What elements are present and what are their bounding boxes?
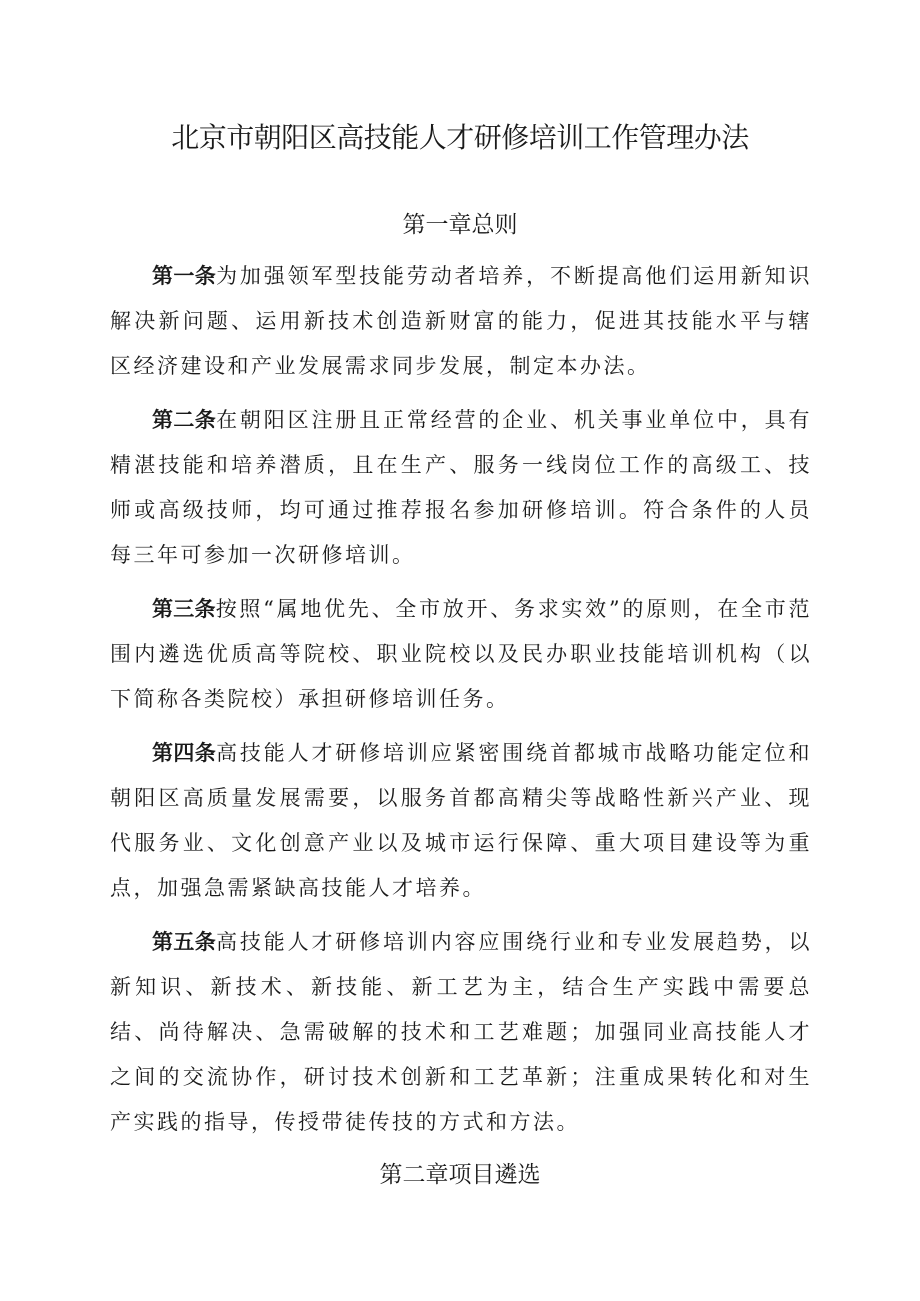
article-text: 高技能人才研修培训内容应围绕行业和专业发展趋势，以新知识、新技术、新技能、新工艺为主，结合生产实践中需要总结、尚待解决、急需破解的技术和工艺难题；加强同业高技能人才之间的交流协作，研讨技术创新和工艺革新；注重成果转化和对生产实践的指导，传授带徒传技的方式和方法。 (110, 930, 813, 1134)
article-label: 第四条 (152, 741, 217, 765)
article-4 (110, 731, 812, 911)
article-label: 第一条 (152, 264, 217, 288)
article-text: 按照“属地优先、全市放开、务求实效”的原则，在全市范围内遴选优质高等院校、职业院校以及民办职业技能培训机构（以下简称各类院校）承担研修培训任务。 (110, 597, 812, 711)
article-5 (110, 920, 812, 1145)
article-text: 高技能人才研修培训应紧密围绕首都城市战略功能定位和朝阳区高质量发展需要，以服务首都高精尖等战略性新兴产业、现代服务业、文化创意产业以及城市运行保障、重大项目建设等为重点，加强急需紧缺高技能人才培养。 (110, 741, 813, 900)
article-text: 在朝阳区注册且正常经营的企业、机关事业单位中，具有精湛技能和培养潜质，且在生产、服务一线岗位工作的高级工、技师或高级技师，均可通过推荐报名参加研修培训。符合条件的人员每三年可参加一次研修培训。 (110, 408, 813, 567)
document-title: 北京市朝阳区高技能人才研修培训工作管理办法 (171, 121, 749, 154)
article-2 (110, 398, 812, 578)
article-text: 为加强领军型技能劳动者培养，不断提高他们运用新知识解决新问题、运用新技术创造新财富的能力，促进其技能水平与辖区经济建设和产业发展需求同步发展，制定本办法。 (110, 264, 813, 378)
chapter-1-body (110, 254, 812, 1154)
article-3 (110, 587, 812, 722)
chapter-heading-1: 第一章总则 (402, 212, 518, 238)
article-label: 第三条 (152, 597, 216, 621)
chapter-heading-2: 第二章项目遴选 (379, 1162, 541, 1188)
article-1 (110, 254, 812, 389)
article-label: 第五条 (152, 930, 217, 954)
article-label: 第二条 (152, 408, 217, 432)
